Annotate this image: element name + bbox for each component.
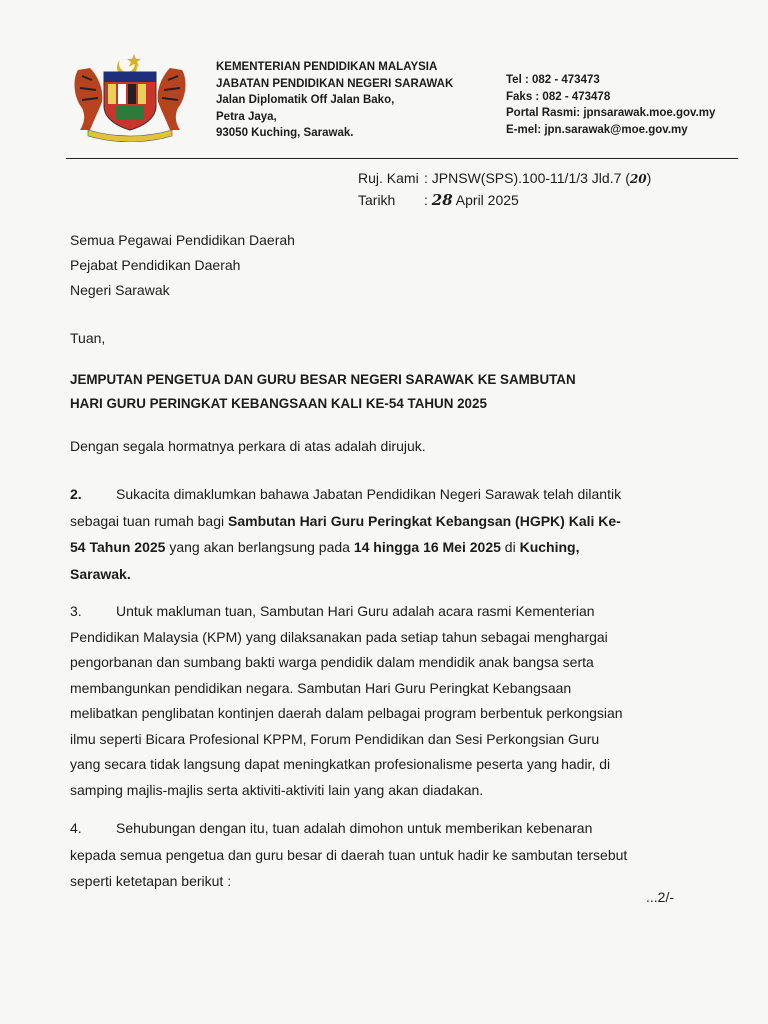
recipient-line: Semua Pegawai Pendidikan Daerah: [70, 232, 295, 248]
department-name: JABATAN PENDIDIKAN NEGERI SARAWAK: [216, 77, 454, 90]
recipient-line: Negeri Sarawak: [70, 282, 170, 298]
paragraph-text: membangunkan pendidikan negara. Sambutan Hari Guru Peringkat Kebangsaan: [70, 679, 572, 696]
date-month-year: April 2025: [455, 192, 519, 208]
paragraph-text: Sukacita dimaklumkan bahawa Jabatan Pendidikan Negeri Sarawak telah dilantik: [116, 486, 622, 502]
paragraph-3: [70, 599, 684, 803]
paragraph-text: Pendidikan Malaysia (KPM) yang dilaksanakan pada setiap tahun sebagai menghargai: [70, 628, 608, 645]
paragraph-number: 2.: [70, 486, 82, 502]
paragraph-number: 4.: [70, 820, 82, 836]
event-location: Sarawak.: [70, 565, 131, 582]
date-label: Tarikh: [358, 192, 396, 208]
ministry-address-block: [216, 59, 453, 142]
paragraph-text: yang akan berlangsung pada: [165, 539, 354, 555]
subject-line: HARI GURU PERINGKAT KEBANGSAAN KALI KE-54 TAHUN 2025: [70, 396, 487, 411]
paragraph-text: samping majlis-majlis serta aktiviti-aktiviti lain yang akan diadakan.: [70, 781, 484, 798]
official-portal: Portal Rasmi: jpnsarawak.moe.gov.my: [506, 107, 716, 119]
address-line: 93050 Kuching, Sarawak.: [216, 127, 354, 139]
header-divider: [66, 158, 738, 159]
event-name: Sambutan Hari Guru Peringkat Kebangsan (HGPK) Kali Ke-: [228, 512, 621, 529]
opening-paragraph: Dengan segala hormatnya perkara di atas adalah dirujuk.: [70, 438, 426, 454]
date-row: [358, 190, 651, 211]
recipient-block: [70, 228, 295, 303]
paragraph-text: sebagai tuan rumah bagi: [70, 512, 228, 529]
reference-label: Ruj. Kami: [358, 170, 419, 186]
paragraph-text: Sehubungan dengan itu, tuan adalah dimohon untuk memberikan kebenaran: [116, 820, 593, 836]
recipient-line: Pejabat Pendidikan Daerah: [70, 257, 241, 273]
paragraph-number: 3.: [70, 603, 82, 619]
ministry-name: KEMENTERIAN PENDIDIKAN MALAYSIA: [216, 61, 438, 73]
paragraph-text: yang secara tidak langsung dapat meningkatkan profesionalisme peserta yang hadir, di: [70, 756, 611, 772]
paragraph-text: melibatkan penglibatan kontinjen daerah dalam pelbagai program berbentuk perkongsian: [70, 705, 623, 721]
fax: Faks : 082 - 473478: [506, 90, 611, 103]
email: E-mel: jpn.sarawak@moe.gov.my: [506, 123, 688, 136]
event-location: Kuching,: [519, 539, 580, 555]
letter-subject: [70, 368, 690, 416]
paragraph-text: seperti ketetapan berikut :: [70, 873, 232, 889]
reference-number-row: [358, 168, 651, 190]
reference-number: : JPNSW(SPS).100-11/1/3 Jld.7 (: [424, 170, 630, 186]
continued-page-marker: ...2/-: [646, 889, 675, 905]
address-line: Jalan Diplomatik Off Jalan Bako,: [216, 94, 395, 106]
reference-block: [358, 168, 651, 211]
telephone: Tel : 082 - 473473: [506, 74, 600, 86]
subject-line: JEMPUTAN PENGETUA DAN GURU BESAR NEGERI SARAWAK KE SAMBUTAN: [70, 372, 576, 387]
paragraph-text: di: [500, 539, 520, 555]
paragraph-text: pengorbanan dan sumbang bakti warga pendidik dalam mendidik anak bangsa serta: [70, 654, 594, 670]
event-year: 54 Tahun 2025: [70, 539, 166, 555]
date-colon: :: [424, 192, 428, 208]
paragraph-text: ilmu seperti Bicara Profesional KPPM, Forum Pendidikan dan Sesi Perkongsian Guru: [70, 730, 600, 747]
event-dates: 14 hingga 16 Mei 2025: [353, 539, 501, 555]
reference-close-paren: ): [646, 170, 652, 186]
handwritten-date-day: 28: [431, 191, 453, 209]
paragraph-text: kepada semua pengetua dan guru besar di daerah tuan untuk hadir ke sambutan tersebut: [70, 846, 628, 863]
paragraph-4: [70, 815, 684, 895]
paragraph-text: Untuk makluman tuan, Sambutan Hari Guru adalah acara rasmi Kementerian: [116, 603, 595, 619]
handwritten-reference-suffix: 20: [629, 172, 647, 186]
malaysia-coat-of-arms-logo: [68, 50, 192, 142]
paragraph-2: [70, 481, 684, 587]
contact-block: [506, 72, 715, 138]
salutation: Tuan,: [70, 330, 106, 346]
address-line: Petra Jaya,: [216, 110, 277, 123]
